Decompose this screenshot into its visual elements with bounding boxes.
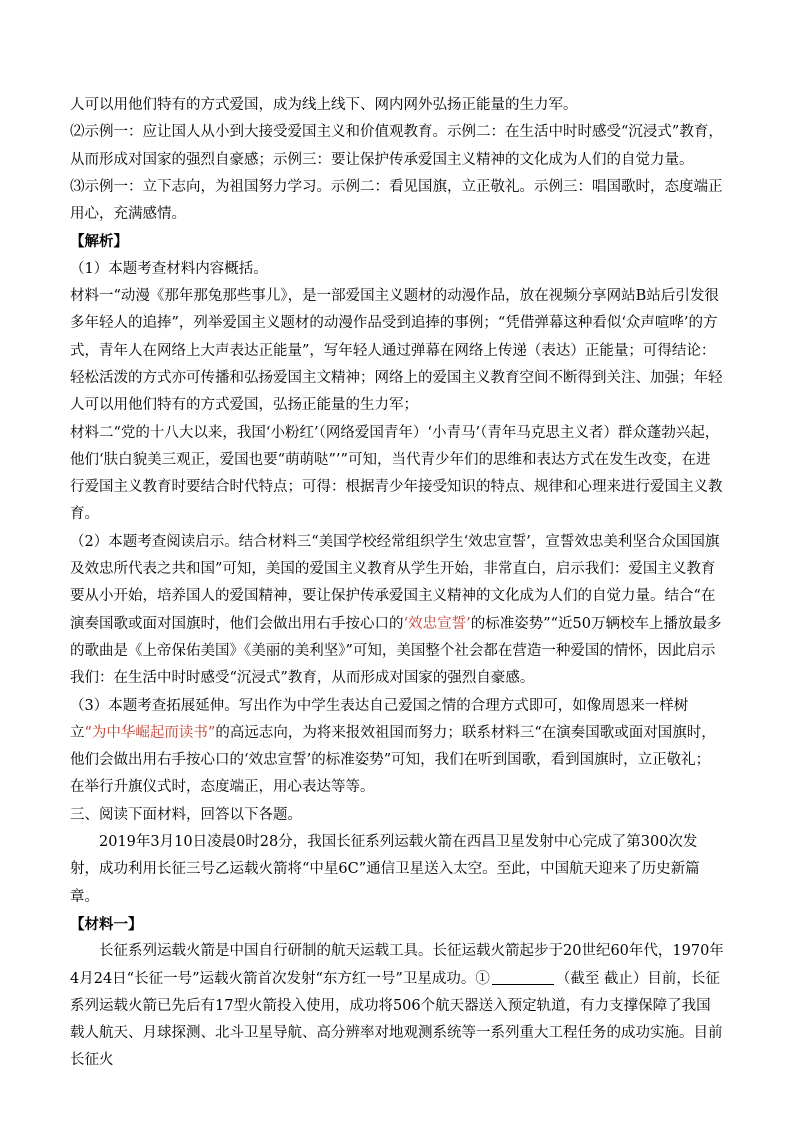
material-1-heading: 【材料一】 bbox=[70, 915, 143, 933]
material-1-text-a: 长征系列运载火箭是中国自行研制的航天运载工具。长征运载火箭起步于20世纪60年代，1970年4月24日“长征一号”运载火箭首次发射“东方红一号”卫星成功。① bbox=[70, 943, 724, 987]
analysis-1-material-1: 材料一“动漫《那年那兔那些事儿》，是一部爱国主义题材的动漫作品，放在视频分享网站B站后引发很多年轻人的追捧”，列举爱国主义题材的动漫作品受到追捧的事例；“凭借弹幕这种看似‘众声喧哗’的方式，青年人在网络上大声表达正能量”，写年轻人通过弹幕在网络上传递（表达）正能量；可得结论：轻松活泼的方式亦可传播和弘扬爱国主文精神；网络上的爱国主义教育空间不断得到关注、加强；年轻人可以用他们特有的方式爱国，弘扬正能量的生力军； bbox=[70, 288, 723, 414]
section-3-title: 三、阅读下面材料，回答以下各题。 bbox=[70, 806, 302, 823]
analysis-2-highlight: ‘效忠宣誓’ bbox=[403, 615, 471, 632]
analysis-1-material-2: 材料二“党的十八大以来，我国‘小粉红’（网络爱国青年）‘小青马’（青年马克思主义者）群众蓬勃兴起，他们‘肤白貌美三观正，爱国也要“萌萌哒”’”可知，当代青少年们的思维和表达方式在发生改变，在进行爱国主义教育时要结合时代特点；可得：根据青少年接受知识的特点、规律和心理来进行爱国主义教育。 bbox=[70, 424, 723, 523]
analysis-3 bbox=[70, 693, 724, 802]
analysis-heading: 【解析】 bbox=[70, 233, 128, 251]
answer-line-3: ⑶示例一：立下志向，为祖国努力学习。示例二：看见国旗，立正敬礼。示例三：唱国歌时，态度端正用心，充满感情。 bbox=[70, 178, 723, 223]
material-1-paragraph bbox=[70, 938, 724, 1074]
answer-line-1: 人可以用他们特有的方式爱国，成为线上线下、网内网外弘扬正能量的生力军。 bbox=[70, 97, 578, 113]
fill-in-blank[interactable] bbox=[492, 968, 554, 985]
analysis-2 bbox=[70, 529, 724, 693]
analysis-3-highlight: “为中华崛起而读书” bbox=[84, 724, 216, 741]
analysis-1-intro: （1）本题考查材料内容概括。 bbox=[70, 260, 268, 277]
analysis-3-text-b: 的高远志向，为将来报效祖国而努力；联系材料三“在演奏国歌或面对国旗时，他们会做出用右手按心口的‘效忠宣誓’的标准姿势”可知，我们在听到国歌，看到国旗时，立正敬礼；在举行升旗仪式时，态度端正，用心表达等等。 bbox=[70, 724, 716, 796]
analysis-2-text-a: （2）本题考查阅读启示。结合材料三“美国学校经常组织学生‘效忠宣誓’，宣誓效忠美利坚合众国国旗及效忠所代表之共和国”可知，美国的爱国主义教育从学生开始，非常直白，启示我们：爱国主义教育要从小开始，培养国人的爱国精神，要让保护传承爱国主义精神的文化成为人们的自觉力量。结合“在演奏国歌或面对国旗时，他们会做出用右手按心口的 bbox=[70, 533, 720, 632]
answer-line-2: ⑵示例一：应让国人从小到大接受爱国主义和价值观教育。示例二：在生活中时时感受“沉浸式”教育，从而形成对国家的强烈自豪感；示例三：要让保护传承爱国主义精神的文化成为人们的自觉力量。 bbox=[70, 124, 723, 168]
document-page bbox=[70, 92, 724, 1075]
section-3-intro: 2019年3月10日凌晨0时28分，我国长征系列运载火箭在西昌卫星发射中心完成了第300次发射，成功利用长征三号乙运载火箭将“中星6C”通信卫星送入太空。至此，中国航天迎来了历史新篇章。 bbox=[70, 834, 700, 905]
analysis-3-text-a: （3）本题考查拓展延伸。写出作为中学生表达自己爱国之情的合理方式即可，如像周恩来一样树立 bbox=[70, 697, 689, 741]
analysis-2-text-b: 的标准姿势”“近50万辆校车上播放最多的歌曲是《上帝保佑美国》《美丽的美利坚》”可知，美国整个社会都在营造一种爱国的情怀，因此启示我们：在生活中时时感受“沉浸式”教育，从而形成对国家的强烈自豪感。 bbox=[70, 615, 722, 687]
material-1-text-b: （截至 截止）目前，长征系列运载火箭已先后有17型火箭投入使用，成功将506个航天器送入预定轨道，有力支撑保障了我国载人航天、月球探测、北斗卫星导航、高分辨率对地观测系统等一系列重大工程任务的成功实施。目前长征火 bbox=[70, 970, 723, 1069]
